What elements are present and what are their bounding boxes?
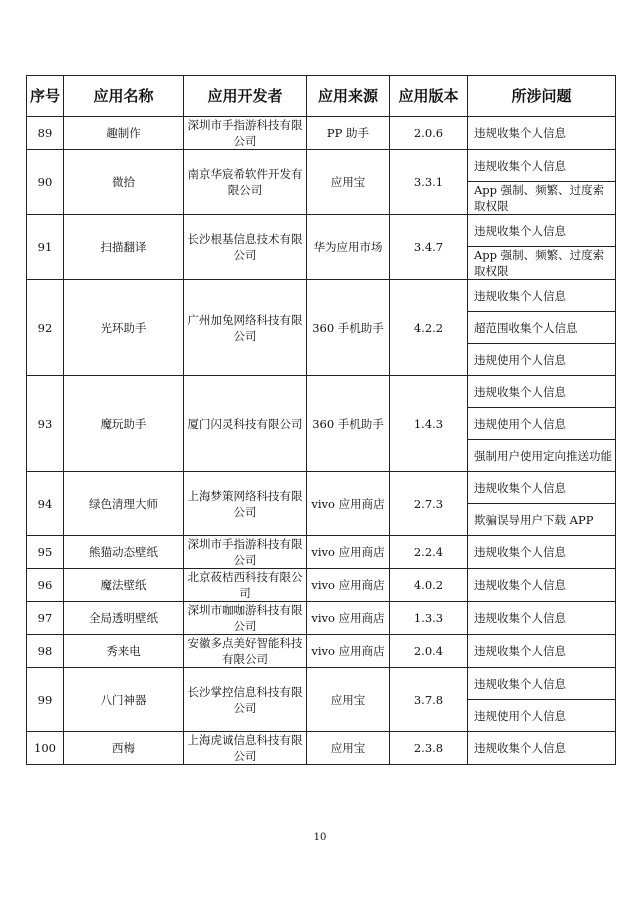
- issue-cell: 超范围收集个人信息: [468, 312, 616, 344]
- app-name: 西梅: [64, 732, 184, 765]
- app-developer: 深圳市咖咖游科技有限公司: [184, 602, 307, 635]
- issue-cell: 欺骗误导用户下载 APP: [468, 504, 616, 536]
- app-version: 2.3.8: [390, 732, 468, 765]
- header-app-name: 应用名称: [64, 76, 184, 117]
- header-version: 应用版本: [390, 76, 468, 117]
- table-row: [27, 569, 616, 602]
- app-name: 秀来电: [64, 635, 184, 668]
- app-version: 4.2.2: [390, 280, 468, 376]
- header-developer: 应用开发者: [184, 76, 307, 117]
- row-number: 92: [27, 280, 64, 376]
- table-row: [27, 635, 616, 668]
- table-header-row: [27, 76, 616, 117]
- app-source: 华为应用市场: [307, 215, 390, 280]
- issue-cell: 强制用户使用定向推送功能: [468, 440, 616, 472]
- page-number: 10: [313, 832, 327, 843]
- app-name: 光环助手: [64, 280, 184, 376]
- app-name: 熊猫动态壁纸: [64, 536, 184, 569]
- app-name: 全局透明壁纸: [64, 602, 184, 635]
- app-version: 3.7.8: [390, 668, 468, 732]
- row-number: 97: [27, 602, 64, 635]
- table-row: [27, 150, 616, 182]
- app-name: 扫描翻译: [64, 215, 184, 280]
- table-row: [27, 215, 616, 247]
- app-developer: 南京华宸希软件开发有限公司: [184, 150, 307, 215]
- app-source: 应用宝: [307, 732, 390, 765]
- app-version: 2.7.3: [390, 472, 468, 536]
- row-number: 100: [27, 732, 64, 765]
- app-version: 1.3.3: [390, 602, 468, 635]
- app-developer: 长沙根基信息技术有限公司: [184, 215, 307, 280]
- issue-cell: 违规收集个人信息: [468, 215, 616, 247]
- table-row: [27, 668, 616, 700]
- row-number: 99: [27, 668, 64, 732]
- issue-cell: App 强制、频繁、过度索取权限: [468, 247, 616, 280]
- issue-cell: 违规收集个人信息: [468, 472, 616, 504]
- issue-cell: 违规收集个人信息: [468, 732, 616, 765]
- table-row: [27, 280, 616, 312]
- app-source: vivo 应用商店: [307, 536, 390, 569]
- app-source: vivo 应用商店: [307, 472, 390, 536]
- app-source: 应用宝: [307, 668, 390, 732]
- issue-cell: App 强制、频繁、过度索取权限: [468, 182, 616, 215]
- row-number: 89: [27, 117, 64, 150]
- app-name: 魔法壁纸: [64, 569, 184, 602]
- issue-cell: 违规收集个人信息: [468, 376, 616, 408]
- app-name: 绿色清理大师: [64, 472, 184, 536]
- app-developer: 深圳市手指游科技有限公司: [184, 117, 307, 150]
- row-number: 96: [27, 569, 64, 602]
- app-version: 2.0.4: [390, 635, 468, 668]
- app-source: vivo 应用商店: [307, 635, 390, 668]
- issue-cell: 违规收集个人信息: [468, 635, 616, 668]
- header-source: 应用来源: [307, 76, 390, 117]
- issue-cell: 违规收集个人信息: [468, 117, 616, 150]
- app-version: 1.4.3: [390, 376, 468, 472]
- app-source: 360 手机助手: [307, 280, 390, 376]
- issue-cell: 违规收集个人信息: [468, 280, 616, 312]
- issue-cell: 违规收集个人信息: [468, 569, 616, 602]
- table-body: [27, 117, 616, 765]
- app-developer: 厦门闪灵科技有限公司: [184, 376, 307, 472]
- issue-cell: 违规收集个人信息: [468, 150, 616, 182]
- app-violation-table: [26, 75, 616, 765]
- table-row: [27, 602, 616, 635]
- table-row: [27, 376, 616, 408]
- app-version: 2.0.6: [390, 117, 468, 150]
- app-name: 魔玩助手: [64, 376, 184, 472]
- app-name: 趣制作: [64, 117, 184, 150]
- table-row: [27, 117, 616, 150]
- app-developer: 上海梦策网络科技有限公司: [184, 472, 307, 536]
- row-number: 94: [27, 472, 64, 536]
- header-no: 序号: [27, 76, 64, 117]
- app-name: 八门神器: [64, 668, 184, 732]
- issue-cell: 违规使用个人信息: [468, 700, 616, 732]
- app-version: 2.2.4: [390, 536, 468, 569]
- row-number: 95: [27, 536, 64, 569]
- app-developer: 安徽多点美好智能科技有限公司: [184, 635, 307, 668]
- app-version: 3.3.1: [390, 150, 468, 215]
- app-version: 3.4.7: [390, 215, 468, 280]
- table-row: [27, 732, 616, 765]
- table-row: [27, 536, 616, 569]
- app-developer: 广州加兔网络科技有限公司: [184, 280, 307, 376]
- row-number: 98: [27, 635, 64, 668]
- table-row: [27, 472, 616, 504]
- app-developer: 深圳市手指游科技有限公司: [184, 536, 307, 569]
- row-number: 93: [27, 376, 64, 472]
- app-version: 4.0.2: [390, 569, 468, 602]
- issue-cell: 违规使用个人信息: [468, 408, 616, 440]
- app-source: 360 手机助手: [307, 376, 390, 472]
- issue-cell: 违规使用个人信息: [468, 344, 616, 376]
- header-issues: 所涉问题: [468, 76, 616, 117]
- app-source: PP 助手: [307, 117, 390, 150]
- issue-cell: 违规收集个人信息: [468, 668, 616, 700]
- issue-cell: 违规收集个人信息: [468, 602, 616, 635]
- app-developer: 北京莜桔西科技有限公司: [184, 569, 307, 602]
- app-developer: 长沙掌控信息科技有限公司: [184, 668, 307, 732]
- app-source: vivo 应用商店: [307, 602, 390, 635]
- row-number: 91: [27, 215, 64, 280]
- app-developer: 上海虎诚信息科技有限公司: [184, 732, 307, 765]
- app-name: 微拾: [64, 150, 184, 215]
- app-source: 应用宝: [307, 150, 390, 215]
- issue-cell: 违规收集个人信息: [468, 536, 616, 569]
- row-number: 90: [27, 150, 64, 215]
- app-source: vivo 应用商店: [307, 569, 390, 602]
